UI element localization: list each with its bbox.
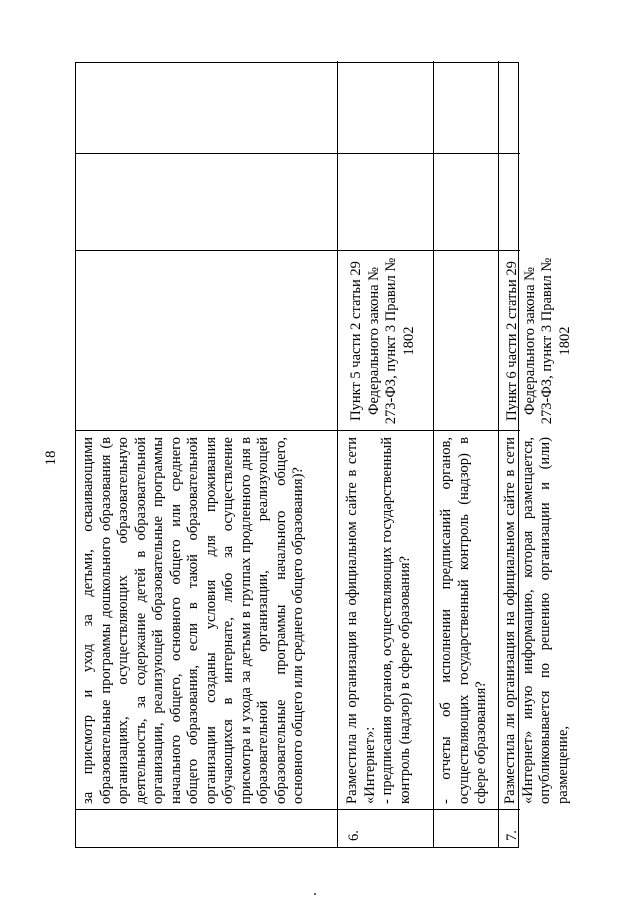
requirement-text: Разместила ли организация на официальном сайте в сети «Интернет» иную информацию, которая размещается, опубликовывается по решению организации и (или) размещение, [502,437,571,804]
requirement-cell [438,437,496,804]
scan-speck [314,893,316,895]
row-number: 6. [346,830,362,841]
requirement-text: - предписания органов, осуществляющих государственный контроль (надзор) в сфере образования? [379,437,413,804]
row-border [498,61,499,847]
requirement-cell [344,437,430,804]
requirement-cell [80,437,334,804]
requirement-text: Разместила ли организация на официальном сайте в сети «Интернет»: [344,437,378,804]
requirement-cell [502,437,571,804]
requirement-text: за присмотр и уход за детьми, осваивающими образовательные программы дошкольного образования (в организациях, осуществляющих образовательную деятельность, за содержание детей в образовательной организации, реализующей образовательные программы начального общего, основного общего или среднего общего образования, если в такой образовательной организации созданы условия для проживания обучающихся в интернате, либо за осуществление присмотра и ухода за детьми в группах продленного дня в образовательной организации, реализующей образовательные программы начального общего, основного общего или среднего общего образования)? [80,437,306,804]
checklist-table [75,62,573,848]
row-border [433,61,434,847]
legal-basis-cell: Пункт 6 части 2 статьи 29 Федерального закона № 273-ФЗ, пункт 3 Правил № 1802 [504,257,573,425]
column-border [76,153,520,154]
legal-basis-cell: Пункт 5 части 2 статьи 29 Федерального закона № 273-ФЗ, пункт 3 Правил № 1802 [348,257,417,425]
row-border [337,61,338,847]
column-border [76,430,520,431]
column-border [76,809,520,810]
requirement-text: - отчеты об исполнении предписаний органов, осуществляющих государственный контроль (надзор) в сфере образования? [438,437,489,804]
page-number: 18 [43,450,59,466]
column-border [76,250,520,251]
row-number: 7. [504,830,520,841]
checklist-table-frame [75,62,573,848]
